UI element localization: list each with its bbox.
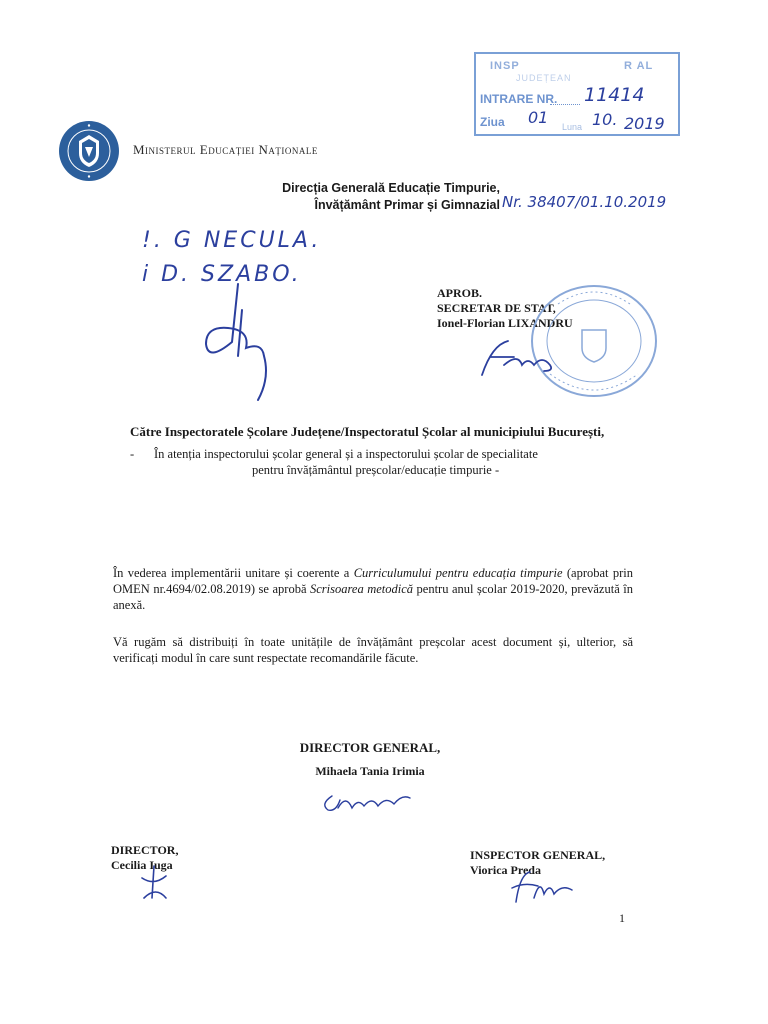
registration-number: Nr. 38407/01.10.2019 (502, 193, 667, 211)
stamp-entry-label: INTRARE NR. (480, 92, 558, 106)
addressee: Către Inspectoratele Școlare Județene/Inspectoratul Școlar al municipiului București, (130, 424, 605, 439)
director-signature (136, 864, 172, 902)
director-role: DIRECTOR, (111, 843, 179, 857)
director-general-role: DIRECTOR GENERAL, (299, 740, 441, 755)
directorate-line2: Învățământ Primar și Gimnazial (314, 198, 500, 212)
government-crest-logo (57, 119, 121, 188)
inspector-general-name: Viorica Preda (470, 863, 541, 877)
p1-letter-title: Scrisoarea metodică (310, 582, 414, 596)
stamp-month-label: Luna (562, 122, 583, 132)
handwritten-signature-large (198, 282, 288, 404)
handwritten-note-2: i D. SZABO. (142, 262, 302, 287)
attention-dash: - (130, 447, 135, 461)
director-general-name: Mihaela Tania Irimia (315, 764, 425, 778)
stamp-line1: INSP (490, 60, 520, 72)
stamp-line2: JUDEȚEAN (516, 73, 572, 83)
stamp-entry-number: 11414 (584, 84, 645, 106)
approval-name: Ionel-Florian LIXANDRU (437, 316, 573, 330)
stamp-month: 10. (592, 110, 618, 129)
stamp-day: 01 (528, 108, 549, 127)
inspector-general-role: INSPECTOR GENERAL, (470, 848, 606, 862)
p1-text-c: pentru anul școlar 2019-2020, prevăzută în anexă. (113, 582, 633, 612)
stamp-dotted-line (550, 104, 580, 105)
ministry-name: Ministerul Educației Naționale (133, 142, 318, 157)
p1-curriculum-title: Curriculumului pentru educația timpurie (353, 566, 563, 580)
inspector-general-signature (510, 868, 576, 906)
stamp-line1-end: R AL (624, 60, 654, 72)
stamp-day-label: Ziua (480, 115, 505, 129)
handwritten-note-1: !. G NECULA. (142, 228, 322, 253)
p1-text-a: În vederea implementării unitare și coerente a (113, 566, 354, 580)
director-general-signature (318, 784, 414, 816)
p1-text-b: (aprobat prin OMEN nr.4694/02.08.2019) se aprobă (113, 566, 633, 596)
stamp-year: 2019 (624, 114, 665, 133)
registration-stamp (474, 52, 680, 136)
body-paragraph-2: Vă rugăm să distribuiți în toate unitățile de învățământ preșcolar acest document și, ulterior, să verificați modul în care sunt respectate recomandările făcute. (113, 635, 633, 665)
attention-line1: În atenția inspectorului școlar general și a inspectorului școlar de specialitate (154, 447, 538, 461)
directorate-name (180, 180, 500, 214)
director-name: Cecilia Iuga (111, 858, 173, 872)
directorate-line1: Direcția Generală Educație Timpurie, (282, 181, 500, 195)
page-number: 1 (619, 911, 625, 925)
approval-label: APROB. (437, 286, 482, 300)
attention-line2: pentru învățământul preșcolar/educație timpurie - (252, 463, 500, 477)
body-paragraph-1 (113, 565, 633, 613)
approval-role: SECRETAR DE STAT, (437, 301, 556, 315)
state-secretary-signature (478, 335, 560, 381)
